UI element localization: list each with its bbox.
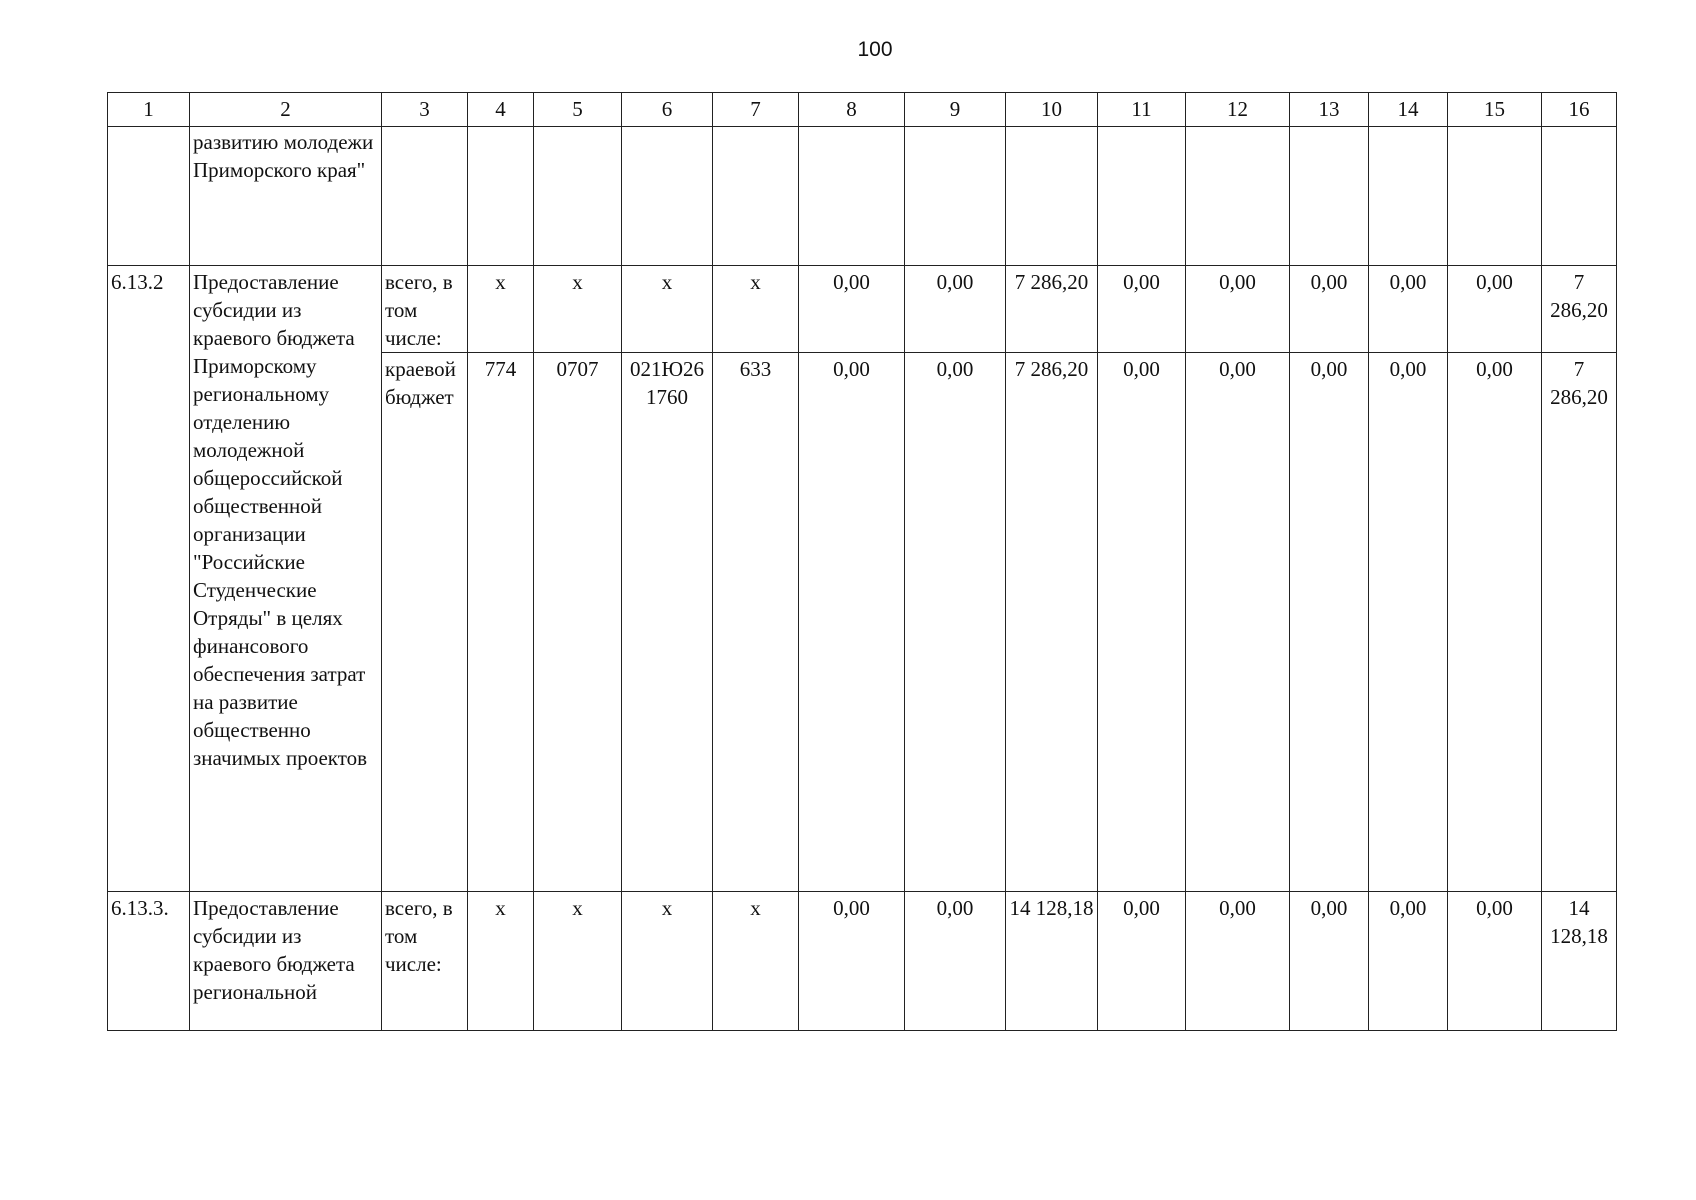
item-number: 6.13.3. <box>108 892 190 1031</box>
cell-col-11: 0,00 <box>1098 266 1186 353</box>
table-cell <box>382 127 468 266</box>
cell-col-5: х <box>534 892 622 1031</box>
cell-col-16: 7 286,20 <box>1542 353 1617 892</box>
column-header: 8 <box>799 93 905 127</box>
budget-table <box>107 92 1617 1031</box>
funding-source: краевой бюджет <box>382 353 468 892</box>
cell-col-11: 0,00 <box>1098 353 1186 892</box>
table-row-6-13-3-total <box>108 892 1617 1031</box>
table-cell <box>1186 127 1290 266</box>
column-header: 2 <box>190 93 382 127</box>
cell-col-10: 7 286,20 <box>1006 353 1098 892</box>
cell-col-4: х <box>468 892 534 1031</box>
cell-col-5: 0707 <box>534 353 622 892</box>
item-name: развитию молодежи Приморского края" <box>190 127 382 266</box>
cell-col-14: 0,00 <box>1369 353 1448 892</box>
cell-col-8: 0,00 <box>799 892 905 1031</box>
column-header: 4 <box>468 93 534 127</box>
table-cell <box>1290 127 1369 266</box>
page-number: 100 <box>857 38 893 61</box>
cell-col-15: 0,00 <box>1448 892 1542 1031</box>
cell-col-16: 7 286,20 <box>1542 266 1617 353</box>
cell-col-15: 0,00 <box>1448 353 1542 892</box>
cell-col-4: 774 <box>468 353 534 892</box>
cell-col-12: 0,00 <box>1186 892 1290 1031</box>
cell-col-6: х <box>622 266 713 353</box>
table-cell <box>905 127 1006 266</box>
cell-col-4: х <box>468 266 534 353</box>
cell-col-13: 0,00 <box>1290 266 1369 353</box>
table-row-6-13-2-total <box>108 266 1617 353</box>
cell-col-7: х <box>713 892 799 1031</box>
cell-col-8: 0,00 <box>799 353 905 892</box>
column-header: 6 <box>622 93 713 127</box>
cell-col-5: х <box>534 266 622 353</box>
item-number <box>108 127 190 266</box>
cell-col-11: 0,00 <box>1098 892 1186 1031</box>
column-header: 15 <box>1448 93 1542 127</box>
column-header: 1 <box>108 93 190 127</box>
funding-source: всего, в том числе: <box>382 892 468 1031</box>
cell-col-9: 0,00 <box>905 353 1006 892</box>
column-header: 10 <box>1006 93 1098 127</box>
cell-col-12: 0,00 <box>1186 353 1290 892</box>
cell-col-14: 0,00 <box>1369 266 1448 353</box>
cell-col-8: 0,00 <box>799 266 905 353</box>
column-header: 16 <box>1542 93 1617 127</box>
column-header: 5 <box>534 93 622 127</box>
table-cell <box>1098 127 1186 266</box>
column-header: 9 <box>905 93 1006 127</box>
table-cell <box>468 127 534 266</box>
cell-col-13: 0,00 <box>1290 892 1369 1031</box>
item-number: 6.13.2 <box>108 266 190 892</box>
table-cell <box>1542 127 1617 266</box>
column-header: 3 <box>382 93 468 127</box>
table-cell <box>799 127 905 266</box>
table-cell <box>1006 127 1098 266</box>
cell-col-16: 14 128,18 <box>1542 892 1617 1031</box>
cell-col-13: 0,00 <box>1290 353 1369 892</box>
column-header: 11 <box>1098 93 1186 127</box>
cell-col-15: 0,00 <box>1448 266 1542 353</box>
column-header: 13 <box>1290 93 1369 127</box>
cell-col-6: 021Ю261760 <box>622 353 713 892</box>
column-header: 12 <box>1186 93 1290 127</box>
table-cell <box>622 127 713 266</box>
table-cell <box>1448 127 1542 266</box>
funding-source: всего, в том числе: <box>382 266 468 353</box>
cell-col-14: 0,00 <box>1369 892 1448 1031</box>
table-row-continuation <box>108 127 1617 266</box>
item-name: Предоставление субсидии из краевого бюджета региональной <box>190 892 382 1031</box>
table-cell <box>713 127 799 266</box>
column-header: 7 <box>713 93 799 127</box>
column-number-row <box>108 93 1617 127</box>
cell-col-12: 0,00 <box>1186 266 1290 353</box>
cell-col-10: 7 286,20 <box>1006 266 1098 353</box>
cell-col-7: 633 <box>713 353 799 892</box>
cell-col-9: 0,00 <box>905 266 1006 353</box>
table-cell <box>1369 127 1448 266</box>
column-header: 14 <box>1369 93 1448 127</box>
cell-col-10: 14 128,18 <box>1006 892 1098 1031</box>
item-name: Предоставление субсидии из краевого бюджета Приморскому региональному отделению молодежной общероссийской общественной организации "Российские Студенческие Отряды" в целях финансового обеспечения затрат на развитие общественно значимых проектов <box>190 266 382 892</box>
cell-col-6: х <box>622 892 713 1031</box>
table-cell <box>534 127 622 266</box>
cell-col-7: х <box>713 266 799 353</box>
cell-col-9: 0,00 <box>905 892 1006 1031</box>
